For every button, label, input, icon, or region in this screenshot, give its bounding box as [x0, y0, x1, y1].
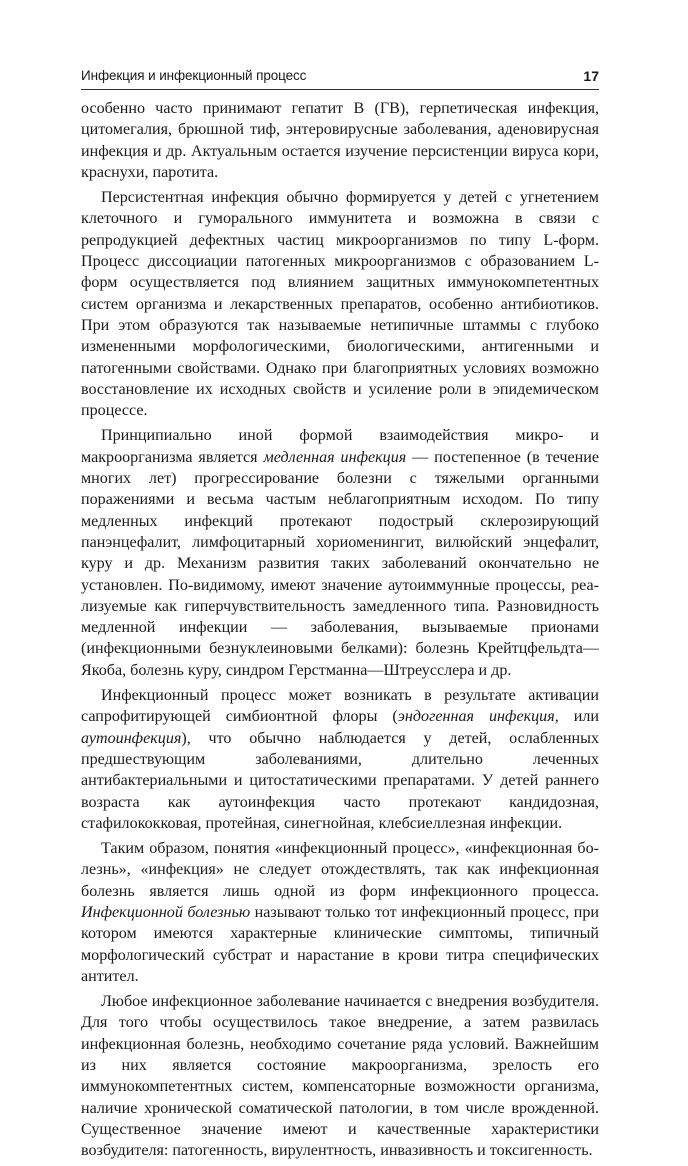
paragraph-endogenous-infection	[81, 685, 599, 834]
term-endogenous-infection: эндогенная инфекция,	[397, 708, 559, 726]
paragraph-text: ), что обычно наблюдается у детей, ослабленных предшествующим заболеваниями, длительно леченных антибактериальными и цитостатическими препаратами. У детей раннего возраста как аутоинфекция часто протекают кандидозная, стафилококковая, протейная, синегнойная, клебсиеллезная инфекции.	[81, 729, 599, 832]
paragraph-text: или	[558, 708, 600, 726]
body-text	[81, 98, 599, 1166]
paragraph-text: Таким образом, понятия «инфекционный процесс», «инфекционная болезнь», «инфекция» не следует отождествлять, так как инфекционная болезнь является лишь одной из форм инфекционного процесса.	[81, 840, 599, 900]
term-infectious-disease: Инфекционной болезнью	[81, 903, 251, 921]
paragraph-pathogen-invasion: Любое инфекционное заболевание начинается с внедрения возбудителя. Для того чтобы осуществилось такое внедрение, а затем развилась инфекционная болезнь, необходимо сочетание ряда условий. Важнейшим из них является состояние макроорганизма, зрелость его иммунокомпетентных систем, компенсаторные возможности организма, наличие хронической соматической патологии, в том числе врожденной. Существенное значение имеют и качественные характеристики возбудителя: патогенность, вирулентность, инвазивность и токсигенность.	[81, 993, 599, 1160]
paragraph-text: Инфекционный процесс может возникать в результате активации сапрофитирующей симбионтной флоры (	[81, 687, 599, 726]
paragraph-text: — постепенное (в течение многих лет) прогрессирование болезни с тяжелыми органными поражениями и весьма частым неблагоприятным исходом. По типу медленных инфекций протекают подострый склерозирующий панэнцефалит, лимфоцитарный хориоменингит, вилюйский энцефалит, куру и др. Механизм развития таких заболеваний окончательно не установлен. По-видимому, имеют значение аутоиммунные процессы, реализуемые как гиперчувствительность замедленного типа. Разновидность медленной инфекции — заболевания, вызываемые прионами (инфекционными безнуклеиновыми белками): болезнь Крейтцфельдта—Якоба, болезнь куру, синдром Герстманна—Штреусслера и др.	[81, 448, 599, 679]
term-autoinfection: аутоинфекция	[81, 729, 182, 747]
paragraph-slow-infection	[81, 425, 599, 681]
paragraph-text: называют только тот инфекционный процесс, при котором имеются характерные клинические симптомы, типичный морфологический субстрат и нарастание в крови титра специфических антител.	[81, 903, 599, 985]
paragraph-text: Принципиально иной формой взаимодействия микро- и макроорганизма является	[81, 427, 599, 466]
term-slow-infection: медленная инфекция	[263, 448, 407, 466]
page-number: 17	[583, 68, 599, 84]
paragraph-continuation: особенно часто принимают гепатит В (ГВ), герпетическая инфекция, цитомегалия, брюшной тиф, энтеровирусные заболевания, аденовирусная инфекция и др. Актуальным остается изучение персистенции вируса кори, краснухи, паротита.	[81, 100, 599, 181]
paragraph-infectious-disease-definition	[81, 838, 599, 987]
running-header-title: Инфекция и инфекционный процесс	[81, 68, 307, 83]
running-header	[81, 63, 599, 90]
paragraph-persistent-infection: Персистентная инфекция обычно формируется у детей с угнетением клеточного и гуморального иммунитета и возможна в связи с репродукцией дефектных частиц микроорганизмов по типу L-форм. Процесс диссоциации патогенных микроорганизмов с образованием L-форм осуществляется под влиянием защитных иммунокомпетентных систем организма и лекарственных препаратов, особенно антибиотиков. При этом образуются так называемые нетипичные штаммы с глубоко измененными морфологическими, биологическими, антигенными и патогенными свойствами. Однако при благоприятных условиях возможно восстановление их исходных свойств и усиление роли в эпидемическом процессе.	[81, 189, 599, 420]
